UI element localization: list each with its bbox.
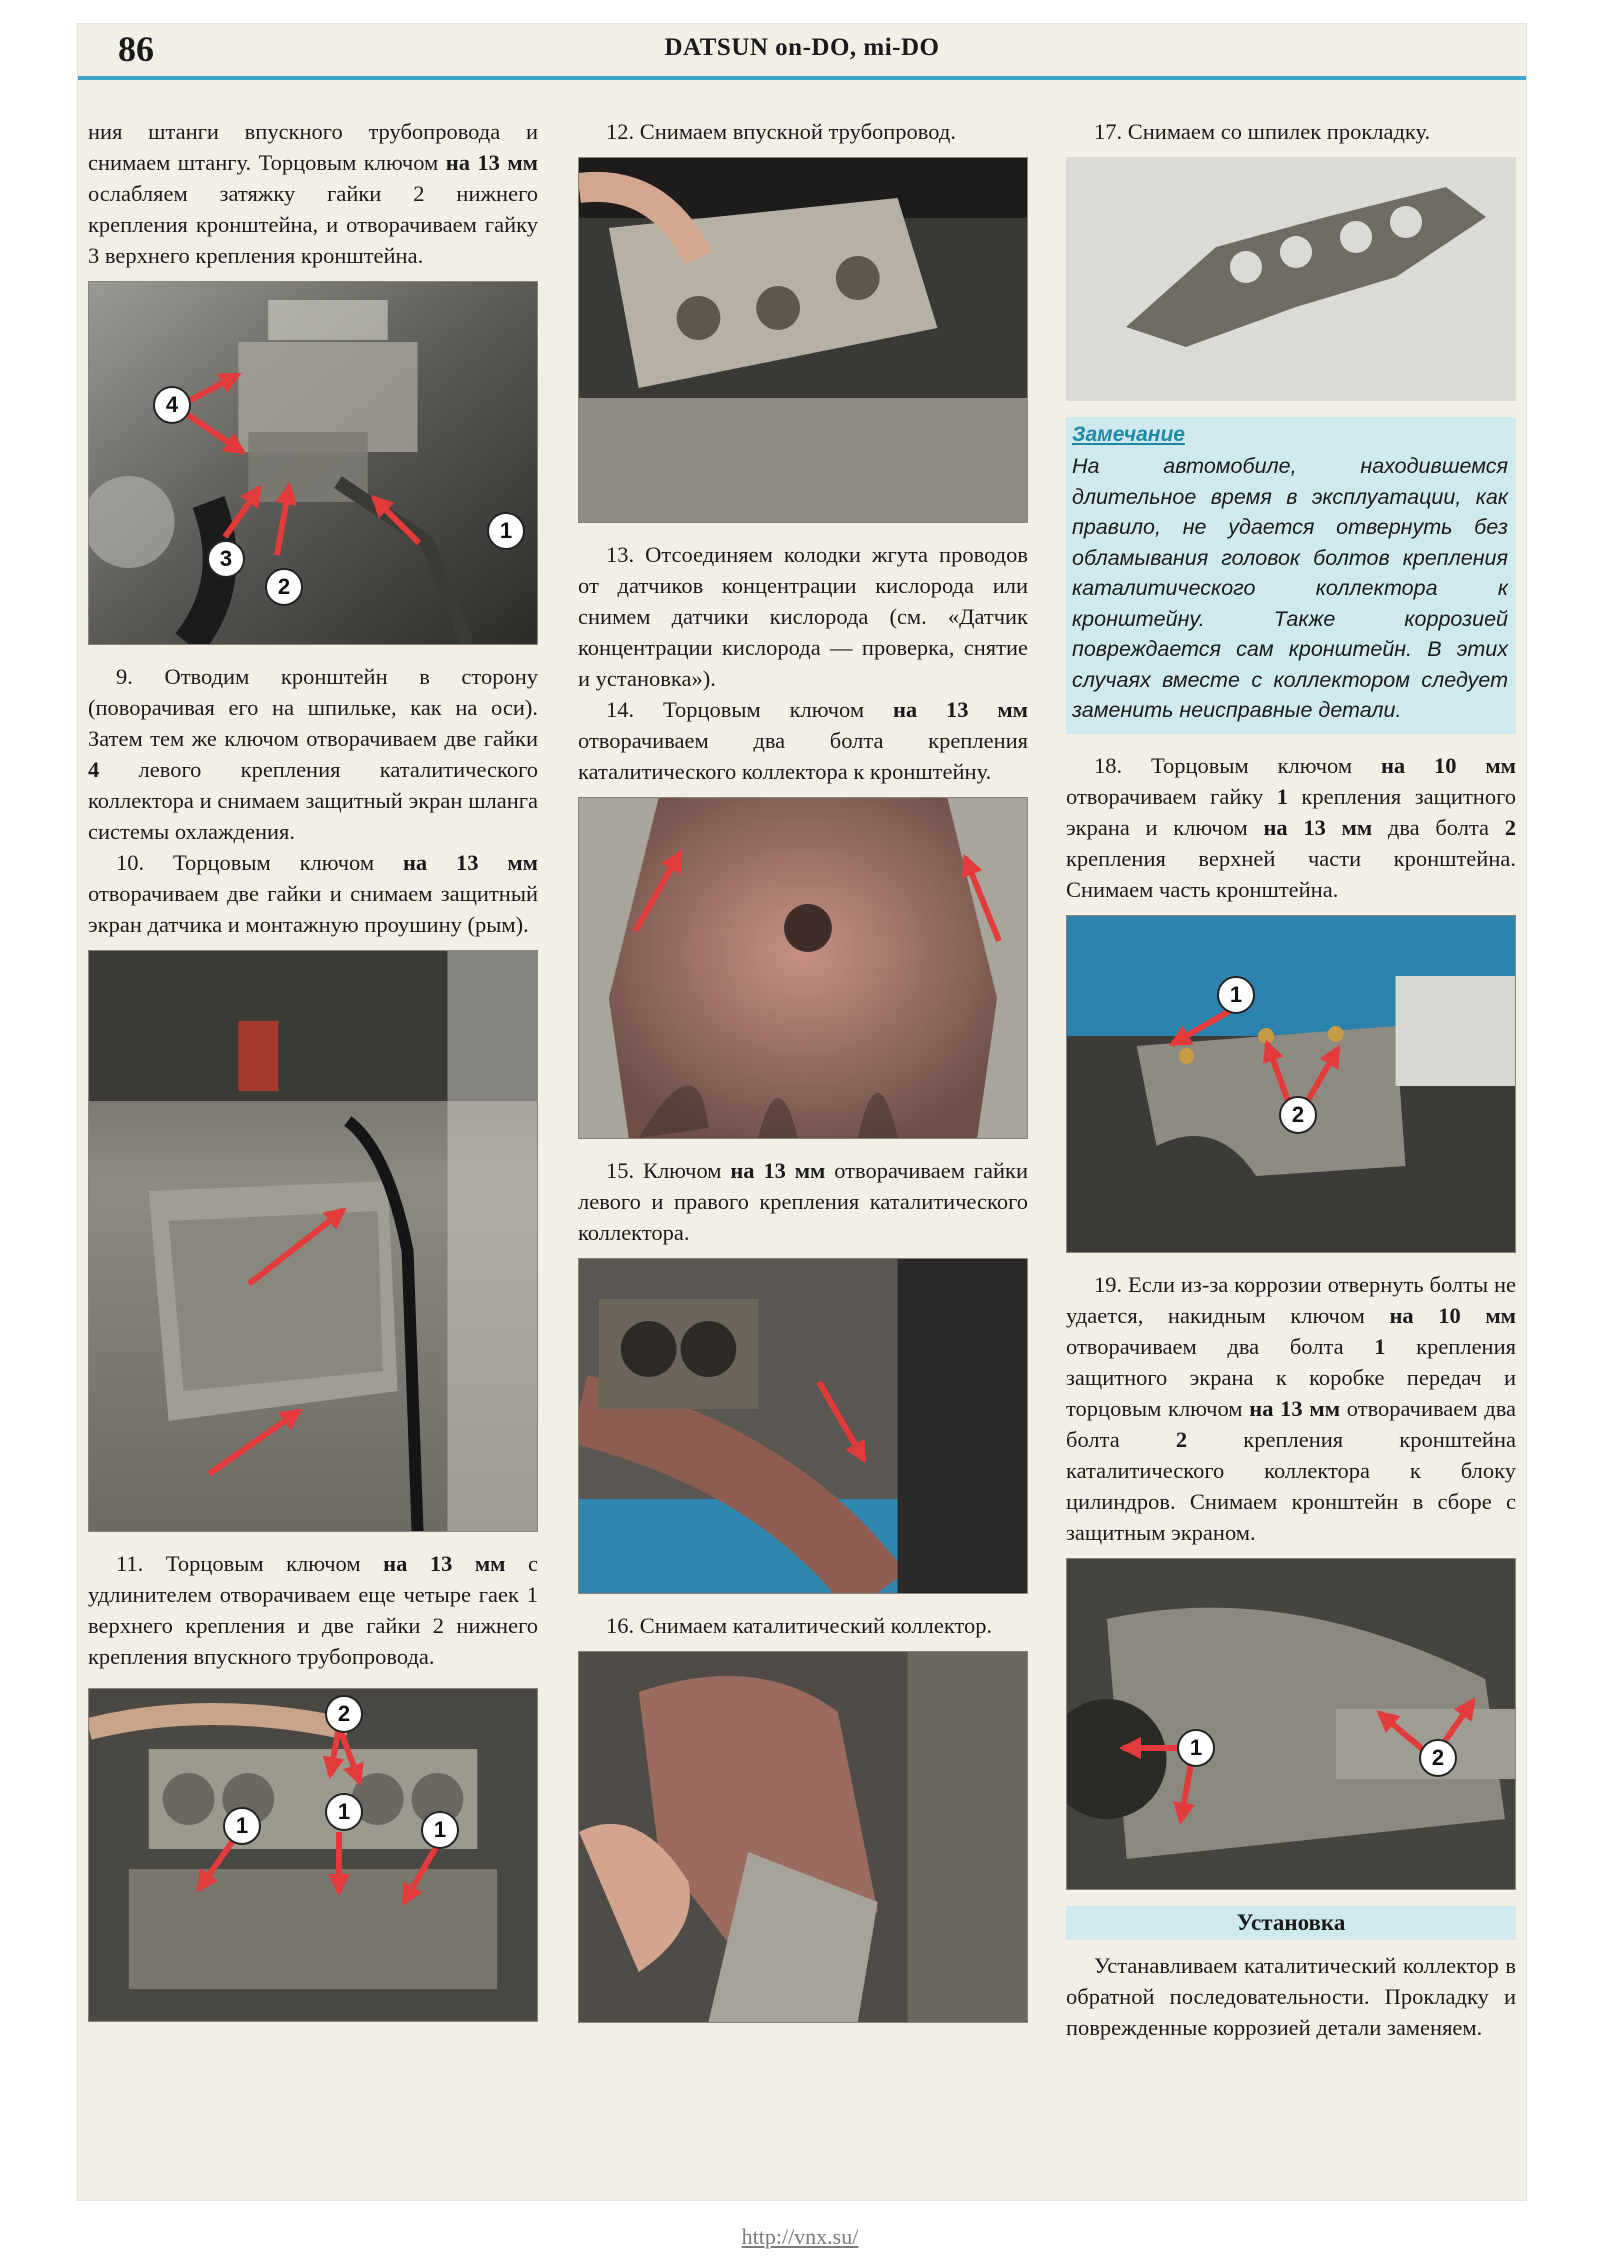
- photo-intake-removed: [578, 157, 1028, 523]
- bold-run: на 13 мм: [892, 697, 1028, 722]
- step-18-paragraph: 18. Торцовым ключом на 10 мм отворачиваем гайку 1 крепления защитного экрана и ключом на 13 мм два болта 2 крепления верхней части кронштейна. Снимаем часть кронштейна.: [1066, 752, 1516, 902]
- bold-run: 1: [1374, 1333, 1386, 1359]
- photo-sensor-shield-image: [89, 951, 537, 1531]
- callout-1: 1: [1177, 1729, 1215, 1767]
- photo-catalyst-removed: [578, 1651, 1028, 2023]
- step-11-paragraph: 11. Торцовым ключом на 13 мм с удлинителем отворачиваем еще четыре гаек 1 верхнего крепления и две гайки 2 нижнего крепления впускного трубопровода.: [88, 1551, 538, 1669]
- column-2: [578, 116, 1028, 2023]
- photo-catalyst-bracket-assembly-image: [1067, 1559, 1515, 1889]
- section-title-installation: Установка: [1066, 1906, 1516, 1940]
- note-text: На автомобиле, находившемся длительное время в эксплуатации, как правило, не удается отвернуть без обламывания головок болтов крепления каталитического коллектора к кронштейну. Также коррозией повреждается сам кронштейн. В этих случаях вместе с коллектором следует заменить неисправные детали.: [1072, 454, 1508, 722]
- photo-catalyst-bracket-assembly: [1066, 1558, 1516, 1890]
- intro-paragraph: ния штанги впускного трубопровода и снимаем штангу. Торцовым ключом на 13 мм ослабляем затяжку гайки 2 нижнего крепления кронштейна, и отворачиваем гайку 3 верхнего крепления кронштейна.: [88, 119, 538, 268]
- header-rule: [78, 76, 1526, 80]
- photo-catalyst-nuts-image: [579, 1259, 1027, 1593]
- callout-3: 3: [207, 540, 245, 578]
- step-10-paragraph: 10. Торцовым ключом на 13 мм отворачиваем две гайки и снимаем защитный экран датчика и монтажную проушину (рым).: [88, 850, 538, 937]
- page-number: 86: [118, 29, 154, 69]
- footer-url[interactable]: http://vnx.su/: [741, 2224, 859, 2249]
- callout-1: 1: [487, 512, 525, 550]
- page-header: [78, 24, 1526, 80]
- photo-sensor-shield: [88, 950, 538, 1532]
- bold-run: на 10 мм: [1380, 752, 1516, 778]
- callout-2: 2: [325, 1695, 363, 1733]
- step-14-paragraph: 14. Торцовым ключом на 13 мм отворачиваем два болта крепления каталитического коллектора к кронштейну.: [578, 697, 1028, 784]
- photo-engine-bracket: [88, 281, 538, 645]
- callout-2: 2: [1419, 1739, 1457, 1777]
- photo-intake-manifold-nuts: [88, 1688, 538, 2022]
- running-title: DATSUN on-DO, mi-DO: [664, 34, 940, 61]
- bold-run: 2: [1175, 1426, 1188, 1452]
- callout-1: 1: [421, 1811, 459, 1849]
- callout-1: 1: [223, 1807, 261, 1845]
- step-16-paragraph: 16. Снимаем каталитический коллектор.: [606, 1613, 993, 1638]
- photo-shield-bracket-image: [1067, 916, 1515, 1252]
- bold-run: на 13 мм: [383, 1551, 506, 1576]
- column-3: [1066, 116, 1516, 2043]
- photo-intake-removed-image: [579, 158, 1027, 522]
- photo-intake-manifold-nuts-image: [89, 1689, 537, 2021]
- step-9-paragraph: 9. Отводим кронштейн в сторону (поворачивая его на шпильке, как на оси). Затем тем же ключом отворачиваем две гайки 4 левого крепления каталитического коллектора и снимаем защитный экран шланга системы охлаждения.: [88, 664, 538, 844]
- step-13-paragraph: 13. Отсоединяем колодки жгута проводов от датчиков концентрации кислорода или снимем датчики кислорода (см. «Датчик концентрации кислорода — проверка, снятие и установка»).: [578, 542, 1028, 691]
- note-box: [1066, 417, 1516, 734]
- photo-catalyst-removed-image: [579, 1652, 1027, 2022]
- photo-catalyst-bracket-bolts-image: [579, 798, 1027, 1138]
- callout-2: 2: [265, 568, 303, 606]
- step-15-paragraph: 15. Ключом на 13 мм отворачиваем гайки левого и правого крепления каталитического коллектора.: [578, 1158, 1028, 1245]
- bold-run: на 13 мм: [730, 1158, 826, 1183]
- bold-run: 1: [1276, 783, 1288, 809]
- column-1: [88, 116, 538, 2022]
- note-title: Замечание: [1072, 423, 1185, 446]
- callout-2: 2: [1279, 1096, 1317, 1134]
- callout-1: 1: [325, 1793, 363, 1831]
- bold-run: на 13 мм: [402, 850, 538, 875]
- bold-run: 4: [88, 757, 100, 782]
- bold-run: на 13 мм: [1249, 1395, 1341, 1421]
- bold-run: на 13 мм: [445, 150, 538, 175]
- callout-1: 1: [1217, 976, 1255, 1014]
- photo-catalyst-nuts: [578, 1258, 1028, 1594]
- photo-shield-bracket: [1066, 915, 1516, 1253]
- photo-gasket: [1066, 157, 1516, 401]
- installation-paragraph: Устанавливаем каталитический коллектор в обратной последовательности. Прокладку и поврежденные коррозией детали заменяем.: [1066, 1952, 1516, 2040]
- step-17-paragraph: 17. Снимаем со шпилек прокладку.: [1094, 119, 1431, 144]
- bold-run: на 13 мм: [1263, 814, 1373, 840]
- callout-4: 4: [153, 386, 191, 424]
- step-19-paragraph: 19. Если из-за коррозии отвернуть болты не удается, накидным ключом на 10 мм отворачиваем два болта 1 крепления защитного экрана к коробке передач и торцовым ключом на 13 мм отворачиваем два болта 2 крепления кронштейна каталитического коллектора к блоку цилиндров. Снимаем кронштейн в сборе с защитным экраном.: [1066, 1271, 1517, 1545]
- step-12-paragraph: 12. Снимаем впускной трубопровод.: [606, 119, 956, 144]
- bold-run: 2: [1504, 814, 1516, 840]
- photo-catalyst-bracket-bolts: [578, 797, 1028, 1139]
- gasket-image: [1066, 157, 1516, 401]
- bold-run: на 10 мм: [1389, 1302, 1516, 1328]
- photo-engine-bracket-image: [89, 282, 537, 644]
